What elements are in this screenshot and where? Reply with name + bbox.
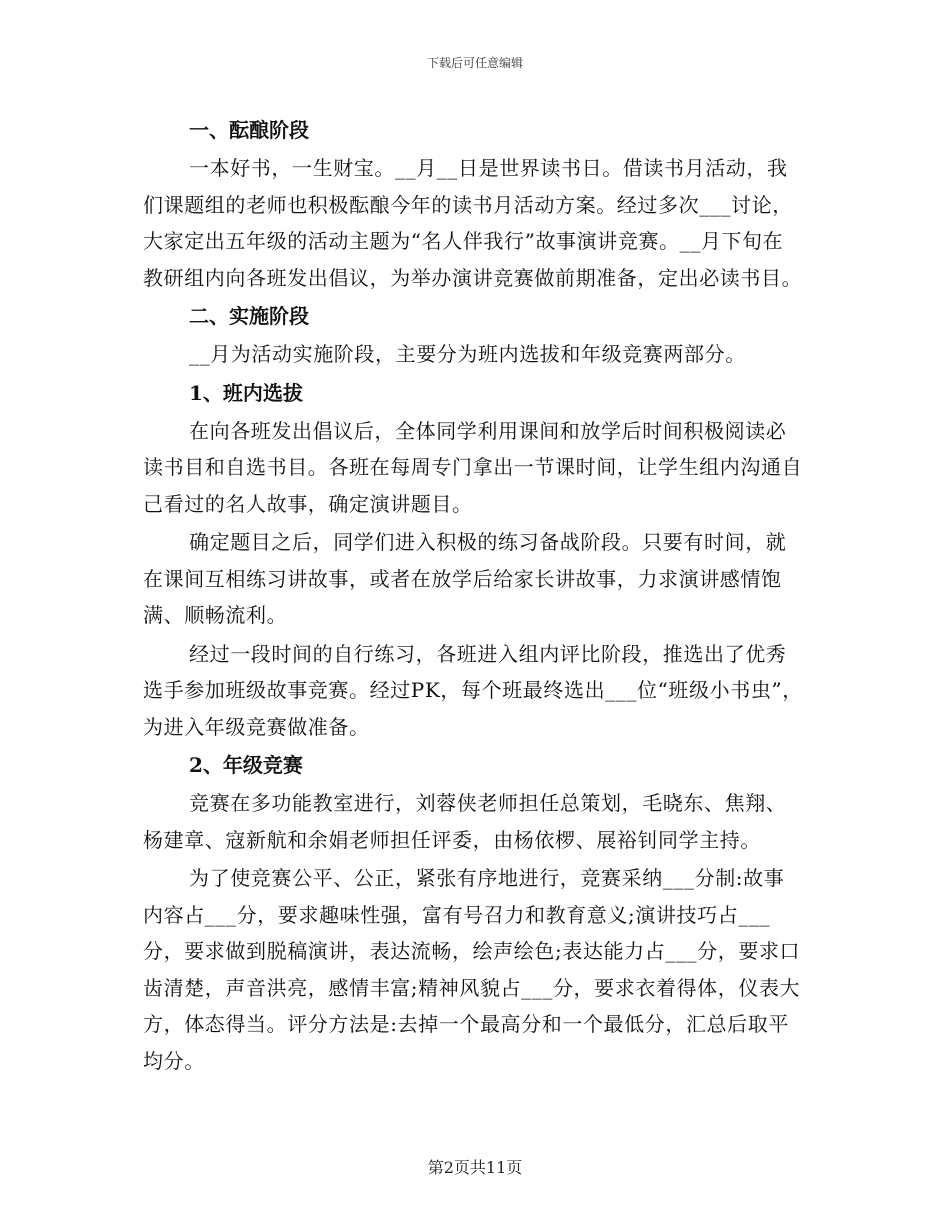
paragraph-grade-competition-2: 为了使竞赛公平、公正，紧张有序地进行，竞赛采纳___分制:故事内容占___分，要求趣味性强，富有号召力和教育意义;演讲技巧占___分，要求做到脱稿演讲，表达流畅，绘声绘色;表达能力占___分，要求口齿清楚，声音洪亮，感情丰富;精神风貌占___分，要求衣着得体，仪表大方，体态得当。评分方法是:去掉一个最高分和一个最低分，汇总后取平均分。 — [143, 866, 801, 1073]
page-number: 第2页共11页 — [427, 1158, 523, 1177]
paragraph-brewing: 一本好书，一生财宝。__月__日是世界读书日。借读书月活动，我们课题组的老师也积极酝酿今年的读书月活动方案。经过多次___讨论，大家定出五年级的活动主题为“名人伴我行”故事演讲竞赛。__月下旬在教研组内向各班发出倡议，为举办演讲竞赛做前期准备，定出必读书目。 — [143, 156, 803, 290]
header-note: 下载后可任意编辑 — [426, 56, 523, 70]
paragraph-class-selection-3: 经过一段时间的自行练习，各班进入组内评比阶段，推选出了优秀选手参加班级故事竞赛。经过PK，每个班最终选出___位“班级小书虫”，为进入年级竞赛做准备。 — [143, 641, 803, 739]
paragraph-class-selection-1: 在向各班发出倡议后，全体同学利用课间和放学后时间积极阅读必读书目和自选书目。各班在每周专门拿出一节课时间，让学生组内沟通自己看过的名人故事，确定演讲题目。 — [143, 418, 803, 516]
subheading-class-selection: 1、班内选拔 — [189, 380, 303, 405]
document-body — [143, 112, 803, 1081]
section-heading-brewing: 一、酝酿阶段 — [189, 118, 309, 142]
paragraph-grade-competition-1: 竞赛在多功能教室进行，刘蓉侠老师担任总策划，毛晓东、焦翔、杨建章、寇新航和余娟老师担任评委，由杨依椤、展裕钊同学主持。 — [143, 791, 787, 852]
paragraph-implementation-intro: __月为活动实施阶段，主要分为班内选拔和年级竞赛两部分。 — [189, 342, 746, 366]
subheading-grade-competition: 2、年级竞赛 — [189, 753, 303, 777]
paragraph-class-selection-2: 确定题目之后，同学们进入积极的练习备战阶段。只要有时间，就在课间互相练习讲故事，或者在放学后给家长讲故事，力求演讲感情饱满、顺畅流利。 — [143, 530, 787, 627]
section-heading-implementation: 二、实施阶段 — [189, 304, 309, 328]
